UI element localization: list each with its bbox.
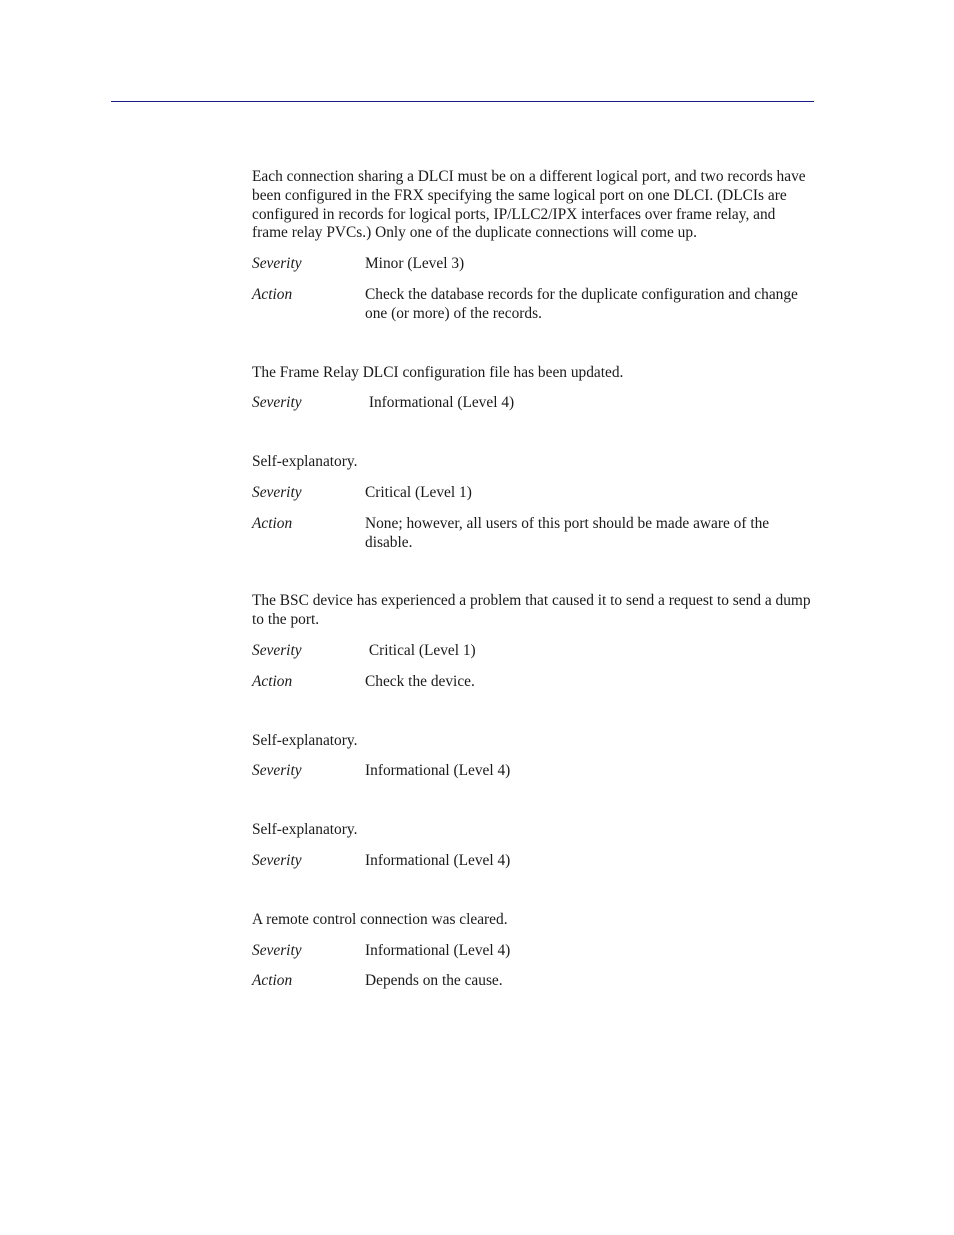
severity-value: Informational (Level 4) <box>365 394 515 412</box>
severity-value: Critical (Level 1) <box>365 641 476 659</box>
action-value: Check the database records for the duplicate configuration and change one (or more) of the records. <box>365 285 798 322</box>
severity-row <box>252 642 814 661</box>
severity-row <box>252 394 814 413</box>
severity-label: Severity <box>252 762 302 780</box>
message-entry <box>252 364 814 414</box>
message-entry <box>252 592 814 691</box>
action-value: None; however, all users of this port should be made aware of the disable. <box>365 514 770 551</box>
severity-label: Severity <box>252 851 302 869</box>
severity-row <box>252 942 814 961</box>
message-entry <box>252 911 814 991</box>
message-description: Self-explanatory. <box>252 731 358 749</box>
action-value: Depends on the cause. <box>365 972 503 990</box>
message-description: Each connection sharing a DLCI must be on a different logical port, and two records have been configured in the FRX specifying the same logical port on one DLCI. (DLCIs are configured in records for logical ports, IP/LLC2/IPX interfaces over frame relay, and frame relay PVCs.) Only one of the duplicate connections will come up. <box>252 168 806 242</box>
severity-value: Informational (Level 4) <box>365 851 511 869</box>
severity-row <box>252 255 814 274</box>
message-description: Self-explanatory. <box>252 453 358 471</box>
message-description: A remote control connection was cleared. <box>252 910 508 928</box>
message-entry <box>252 168 814 324</box>
action-label: Action <box>252 514 293 532</box>
severity-label: Severity <box>252 941 302 959</box>
action-row <box>252 972 814 991</box>
action-value: Check the device. <box>365 672 475 690</box>
action-row <box>252 286 814 324</box>
severity-row <box>252 762 814 781</box>
message-entry <box>252 821 814 871</box>
severity-value: Informational (Level 4) <box>365 762 511 780</box>
severity-value: Informational (Level 4) <box>365 941 511 959</box>
action-label: Action <box>252 285 293 303</box>
message-description: The Frame Relay DLCI configuration file has been updated. <box>252 363 624 381</box>
message-entry <box>252 453 814 552</box>
severity-value: Minor (Level 3) <box>365 255 465 273</box>
action-row <box>252 673 814 692</box>
message-description: The BSC device has experienced a problem that caused it to send a request to send a dump to the port. <box>252 592 811 629</box>
message-entry <box>252 732 814 782</box>
header-rule <box>111 101 814 102</box>
action-label: Action <box>252 972 293 990</box>
severity-row <box>252 484 814 503</box>
message-description: Self-explanatory. <box>252 821 358 839</box>
action-label: Action <box>252 672 293 690</box>
severity-value: Critical (Level 1) <box>365 483 472 501</box>
action-row <box>252 515 814 553</box>
severity-label: Severity <box>252 394 302 412</box>
severity-label: Severity <box>252 641 302 659</box>
severity-label: Severity <box>252 483 302 501</box>
severity-row <box>252 852 814 871</box>
message-list <box>252 168 814 991</box>
severity-label: Severity <box>252 255 302 273</box>
